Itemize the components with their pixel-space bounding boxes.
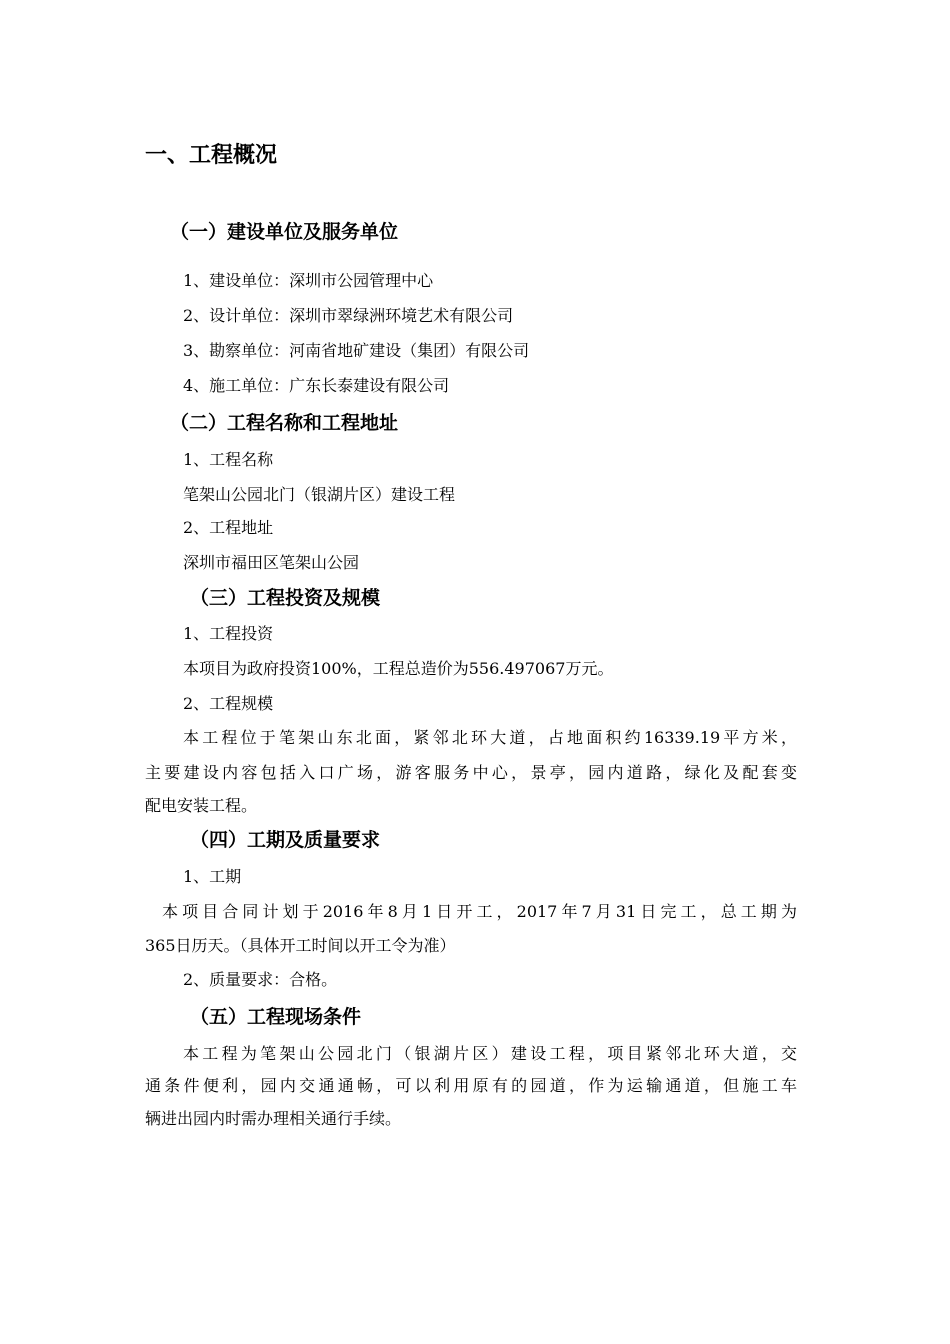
scale-paragraph-line: 主要建设内容包括入口广场，游客服务中心，景亭，园内道路，绿化及配套变 <box>145 763 797 782</box>
list-item: 4、施工单位：广东长泰建设有限公司 <box>183 376 450 395</box>
section-heading-3: （三）工程投资及规模 <box>190 587 381 609</box>
section-heading-2: （二）工程名称和工程地址 <box>170 412 399 434</box>
list-item: 2、设计单位：深圳市翠绿洲环境艺术有限公司 <box>183 306 514 325</box>
period-label: 1、工期 <box>183 867 242 886</box>
list-item: 1、建设单位：深圳市公园管理中心 <box>183 271 434 290</box>
section-heading-1: （一）建设单位及服务单位 <box>170 221 399 243</box>
section-heading-5: （五）工程现场条件 <box>190 1006 362 1028</box>
quality-requirement: 2、质量要求：合格。 <box>183 970 338 989</box>
scale-label: 2、工程规模 <box>183 694 274 713</box>
scale-paragraph-line: 本工程位于笔架山东北面，紧邻北环大道，占地面积约16339.19平方米， <box>183 728 797 747</box>
project-address-label: 2、工程地址 <box>183 518 274 537</box>
period-paragraph-line: 本项目合同计划于2016年8月1日开工，2017年7月31日完工，总工期为 <box>162 902 797 921</box>
period-paragraph-line: 365日历天。（具体开工时间以开工令为准） <box>145 936 456 955</box>
investment-label: 1、工程投资 <box>183 624 274 643</box>
section-heading-4: （四）工期及质量要求 <box>190 829 381 851</box>
project-name-value: 笔架山公园北门（银湖片区）建设工程 <box>183 485 456 504</box>
site-paragraph-line: 本工程为笔架山公园北门（银湖片区）建设工程，项目紧邻北环大道，交 <box>183 1044 797 1063</box>
project-name-label: 1、工程名称 <box>183 450 274 469</box>
project-address-value: 深圳市福田区笔架山公园 <box>183 553 360 572</box>
list-item: 3、勘察单位：河南省地矿建设（集团）有限公司 <box>183 341 530 360</box>
site-paragraph-line: 通条件便利，园内交通通畅，可以利用原有的园道，作为运输通道，但施工车 <box>145 1076 797 1095</box>
site-paragraph-line: 辆进出园内时需办理相关通行手续。 <box>145 1109 402 1128</box>
investment-text: 本项目为政府投资100%，工程总造价为556.497067万元。 <box>183 659 614 678</box>
scale-paragraph-line: 配电安装工程。 <box>145 796 258 815</box>
page-title: 一、工程概况 <box>145 143 278 168</box>
